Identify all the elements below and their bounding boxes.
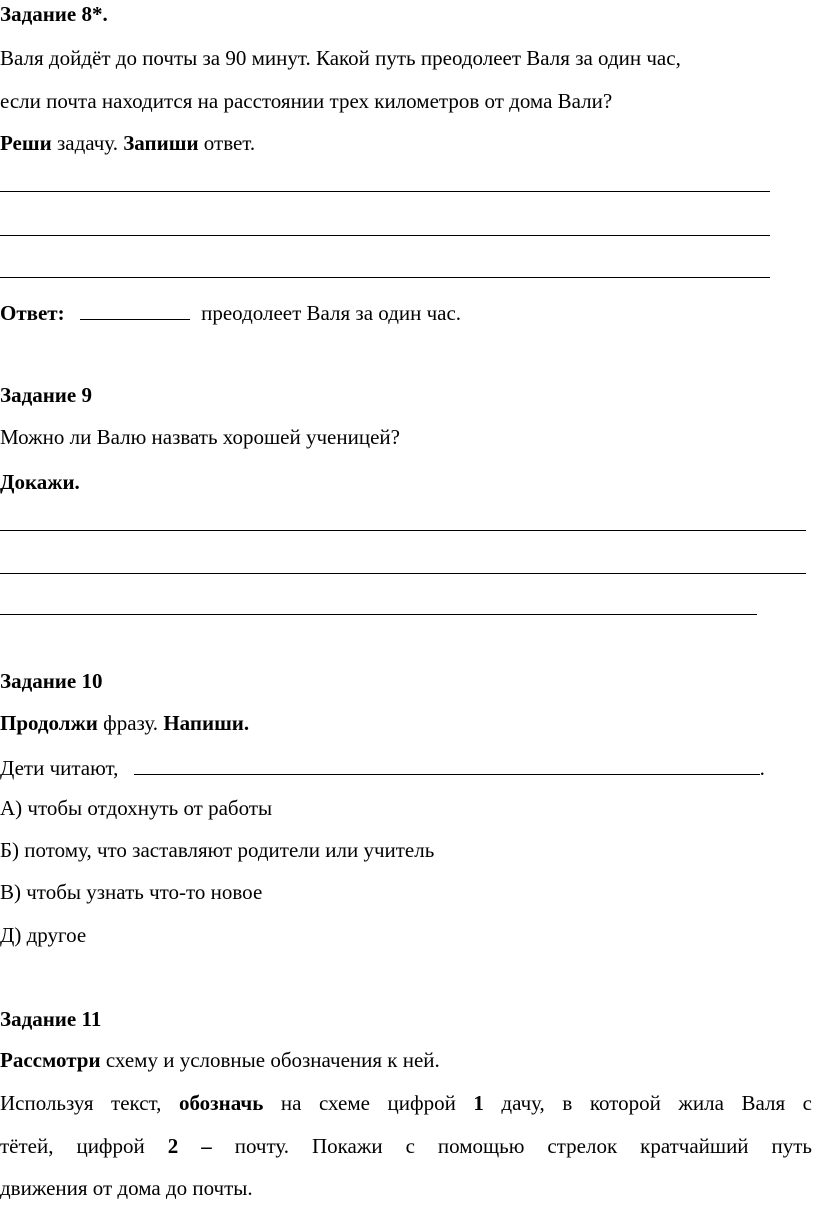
task8-title: Задание 8*. (0, 2, 108, 26)
look-word: Рассмотри (0, 1048, 101, 1072)
task9-answer-line-2[interactable] (0, 573, 806, 574)
continue-text: фразу. (97, 711, 164, 735)
task8-text-line2: если почта находится на расстоянии трех километров от дома Вали? (0, 89, 613, 113)
write-word: Запиши (123, 131, 199, 155)
option-a: А) чтобы отдохнуть от работы (0, 796, 273, 820)
task9-prove: Докажи. (0, 470, 80, 494)
task11-title: Задание 11 (0, 1007, 102, 1031)
write-word: Напиши. (163, 711, 250, 735)
phrase-text: Дети читают, (0, 756, 119, 780)
continue-word: Продолжи (0, 711, 98, 735)
task11-text-line2 (0, 1134, 812, 1158)
task8-answer-line-1[interactable] (0, 191, 770, 192)
write-text: ответ. (198, 131, 256, 155)
p1-a: Используя текст, (0, 1091, 179, 1115)
task9-title: Задание 9 (0, 383, 92, 407)
solve-text: задачу. (51, 131, 124, 155)
task10-phrase-row (0, 754, 765, 780)
task11-text-line1 (0, 1091, 812, 1115)
task11-instruction (0, 1048, 440, 1072)
task8-answer-line-3[interactable] (0, 277, 770, 278)
mark-word: обозначь (178, 1091, 264, 1115)
phrase-end: . (759, 756, 765, 780)
answer-label: Ответ: (0, 301, 65, 325)
task8-text-line1: Валя дойдёт до почты за 90 минут. Какой путь преодолеет Валя за один час, (0, 46, 681, 70)
p1-c: дачу, в которой жила Валя с (483, 1091, 812, 1115)
task11-text-line3: движения от дома до почты. (0, 1176, 253, 1200)
task10-title: Задание 10 (0, 669, 103, 693)
task10-instruction (0, 711, 249, 735)
task9-question: Можно ли Валю назвать хорошей ученицей? (0, 425, 400, 449)
task8-answer-row (0, 299, 461, 325)
task9-answer-line-3[interactable] (0, 614, 757, 615)
task9-answer-line-1[interactable] (0, 530, 806, 531)
answer-tail: преодолеет Валя за один час. (201, 301, 462, 325)
option-d: Д) другое (0, 923, 87, 947)
number-1: 1 (473, 1091, 484, 1115)
number-2: 2 – (167, 1134, 212, 1158)
look-text: схему и условные обозначения к ней. (100, 1048, 440, 1072)
p2-a: тётей, цифрой (0, 1134, 168, 1158)
phrase-blank[interactable] (134, 754, 760, 775)
task8-answer-line-2[interactable] (0, 235, 770, 236)
task8-instruction (0, 131, 255, 155)
option-b: Б) потому, что заставляют родители или учитель (0, 838, 435, 862)
option-v: В) чтобы узнать что-то новое (0, 880, 263, 904)
p2-b: почту. Покажи с помощью стрелок кратчайший путь (211, 1134, 813, 1158)
p1-b: на схеме цифрой (263, 1091, 474, 1115)
answer-blank[interactable] (80, 299, 190, 320)
solve-word: Реши (0, 131, 52, 155)
